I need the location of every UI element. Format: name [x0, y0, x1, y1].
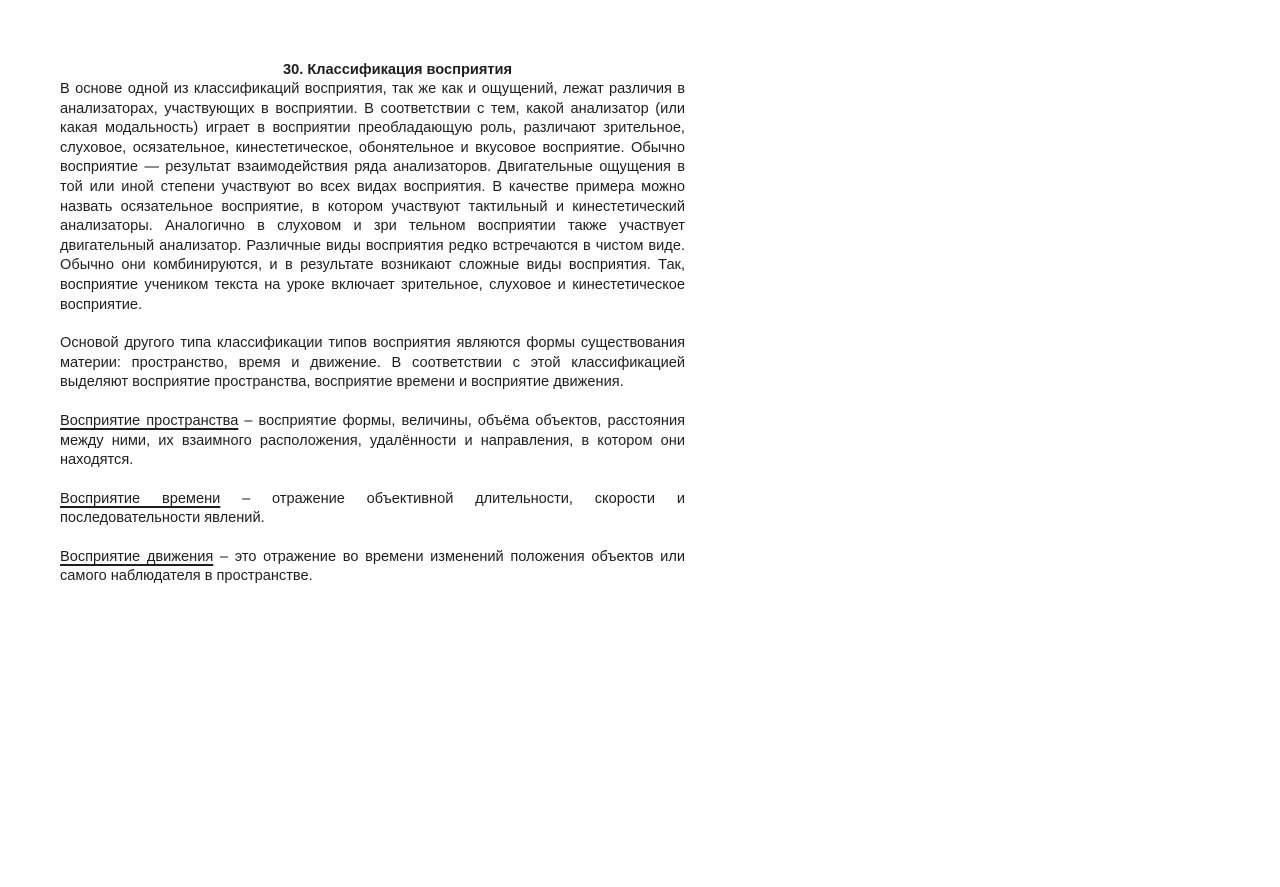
paragraph-text: Основой другого типа классификации типов восприятия являются формы существования материи: пространство, время и движение. В соответствии с этой классификацией выделяют восприятие пространства, восприятие времени и восприятие движения.: [60, 335, 685, 391]
paragraph-space-perception: [60, 412, 685, 471]
paragraph-gap: [60, 315, 685, 334]
paragraph-motion-perception: [60, 548, 685, 587]
paragraph-modality: [60, 80, 685, 315]
paragraph-gap: [60, 393, 685, 412]
document-page: [60, 60, 685, 587]
definition-text: – это отражение во времени изменений положения объектов или самого наблюдателя в пространстве.: [60, 548, 686, 585]
term-space-perception: Восприятие пространства: [60, 412, 239, 429]
term-motion-perception: Восприятие движения: [60, 548, 214, 565]
paragraph-matter-forms: [60, 334, 685, 393]
document-title: 30. Классификация восприятия: [283, 62, 512, 78]
definition-text: – отражение объективной длительности, скорости и последовательности явлений.: [60, 490, 686, 527]
paragraph-text: В основе одной из классификаций восприятия, так же как и ощущений, лежат различия в анализаторах, участвующих в восприятии. В соответствии с тем, какой анализатор (или какая модальность) играет в восприятии преобладающую роль, различают зрительное, слуховое, осязательное, кинестетическое, обонятельное и вкусовое восприятие. Обычно восприятие — результат взаимодействия ряда анализаторов. Двигательные ощущения в той или иной степени участвуют во всех видах восприятия. В качестве примера можно назвать осязательное восприятие, в котором участвуют тактильный и кинестетический анализаторы. Аналогично в слуховом и зри тельном восприятии также участвует двигательный анализатор. Различные виды восприятия редко встречаются в чистом виде. Обычно они комбинируются, и в результате возникают сложные виды восприятия. Так, восприятие учеником текста на уроке включает зрительное, слуховое и кинестетическое восприятие.: [60, 81, 685, 313]
paragraph-time-perception: [60, 490, 685, 529]
term-time-perception: Восприятие времени: [60, 490, 221, 507]
paragraph-gap: [60, 529, 685, 548]
definition-text: – восприятие формы, величины, объёма объектов, расстояния между ними, их взаимного расположения, удалённости и направления, в котором они находятся.: [60, 412, 685, 469]
paragraph-gap: [60, 471, 685, 490]
